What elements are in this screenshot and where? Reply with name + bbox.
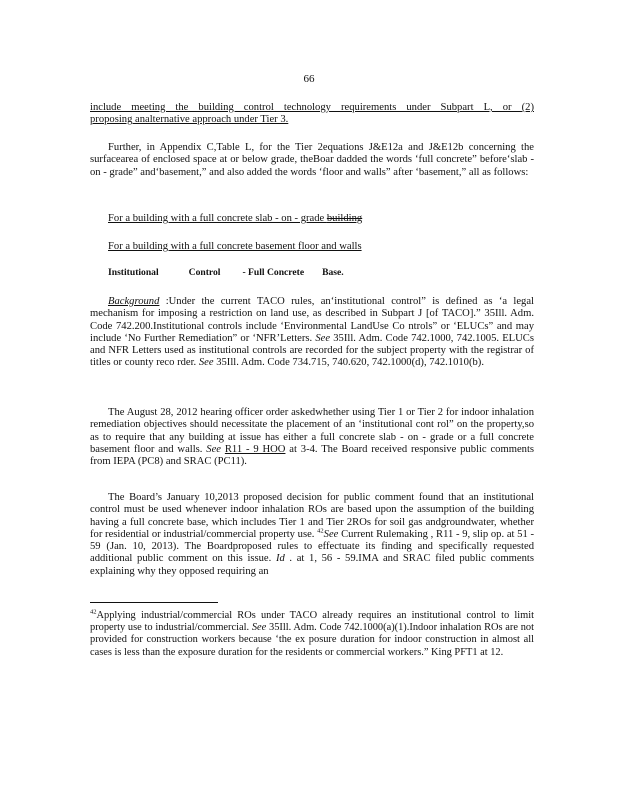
- heading-full-concrete: - Full Concrete: [242, 267, 305, 278]
- rulemaking-title: Current Rulemaking: [341, 528, 428, 540]
- see-signal: See: [315, 332, 331, 344]
- footnote-divider: [90, 602, 218, 603]
- see-signal: See: [323, 528, 339, 540]
- see-signal: See: [198, 357, 214, 369]
- section-heading: [108, 267, 408, 279]
- heading-base: Base.: [322, 267, 344, 278]
- appendix-paragraph: Further, in Appendix C,Table L, for the Tier 2equations J&E12a and J&E12b concerning the surfacearea of enclosed space at or below grade, theBoar dadded the words ‘full concrete” before‘slab - on - grade” and‘basement,” and also added the words ‘floor and walls” after ‘basement,” all as follows:: [90, 142, 534, 178]
- option-slab-struck-word: building: [326, 213, 363, 224]
- background-paragraph: Background :Under the current TACO rules, an‘institutional control” is defined as ‘a legal mechanism for imposing a restriction on land use, as described in Subpart J [of TACO].” 35Ill. Adm. Code 742.200.Institutional controls include ‘Environmental LandUse Co ntrols” or ‘ELUCs” and may include ‘No Further Remediation” or ‘NFR’Letters. See 35Ill. Adm. Code 742.1000, 742.1005. ELUCs and NFR Letters used as institutional controls are recorded for the subject property with the registrar of titles or county reco rder. See 35Ill. Adm. Code 734.715, 740.620, 742.1000(d), 742.1010(b).: [90, 296, 534, 369]
- see-signal: See: [251, 622, 267, 634]
- amended-text-continuation: [90, 102, 534, 127]
- heading-institutional: Institutional: [108, 267, 159, 278]
- see-signal: See: [206, 443, 221, 455]
- option-slab-on-grade: [108, 213, 528, 225]
- option-basement: For a building with a full concrete basement floor and walls: [108, 241, 362, 252]
- amended-line-1: include meeting the building control technology requirements under Subpart L, or (2): [90, 102, 534, 113]
- hoo-reference: R11 - 9 HOO: [224, 443, 286, 455]
- page-number: 66: [303, 73, 315, 85]
- january-decision-paragraph: The Board’s January 10,2013 proposed decision for public comment found that an institutional control must be used whenever indoor inhalation ROs are based upon the assumption of the building having a full concrete base, which includes Tier 1 and Tier 2ROs for soil gas andgroundwater, whether for residential or industrial/commercial property use. $^{42}$See Current Rulemaking , R11 - 9, slip op. at 51 - 59 (Jan. 10, 2013). The Boardproposed rules to effectuate its finding and specifically requested additional public comment on this issue. Id . at 1, 56 - 59.IMA and SRAC filed public comments explaining why they opposed requiring an: [90, 492, 535, 577]
- footnote-42: $^{42}$Applying industrial/commercial ROs under TACO already requires an institutional control to limit property use to industrial/commercial. See 35Ill. Adm. Code 742.1000(a)(1).Indoor inhalation ROs are not provided for construction workers because ‘the ex posure duration for indoor construction in almost all cases is less than the exposure duration for the residents or commercial workers.” King PFT1 at 12.: [90, 608, 534, 658]
- background-label: Background: [108, 296, 160, 307]
- amended-line-2: proposing analternative approach under Tier 3.: [90, 114, 289, 126]
- heading-control: Control: [188, 267, 221, 278]
- id-signal: Id: [275, 553, 285, 565]
- footnote-reference: 42: [317, 527, 324, 535]
- option-slab-text: For a building with a full concrete slab - on - grade: [108, 213, 327, 224]
- footnote-marker: 42: [90, 608, 97, 616]
- august-order-paragraph: The August 28, 2012 hearing officer order askedwhether using Tier 1 or Tier 2 for indoor inhalation remediation objectives should necessitate the placement of an ‘institutional cont rol” on the property,so as to require that any building at issue has either a full concrete slab - on - grade or a full concrete basement floor and walls. See R11 - 9 HOO at 3-4. The Board received responsive public comments from IEPA (PC8) and SRAC (PC11).: [90, 407, 535, 468]
